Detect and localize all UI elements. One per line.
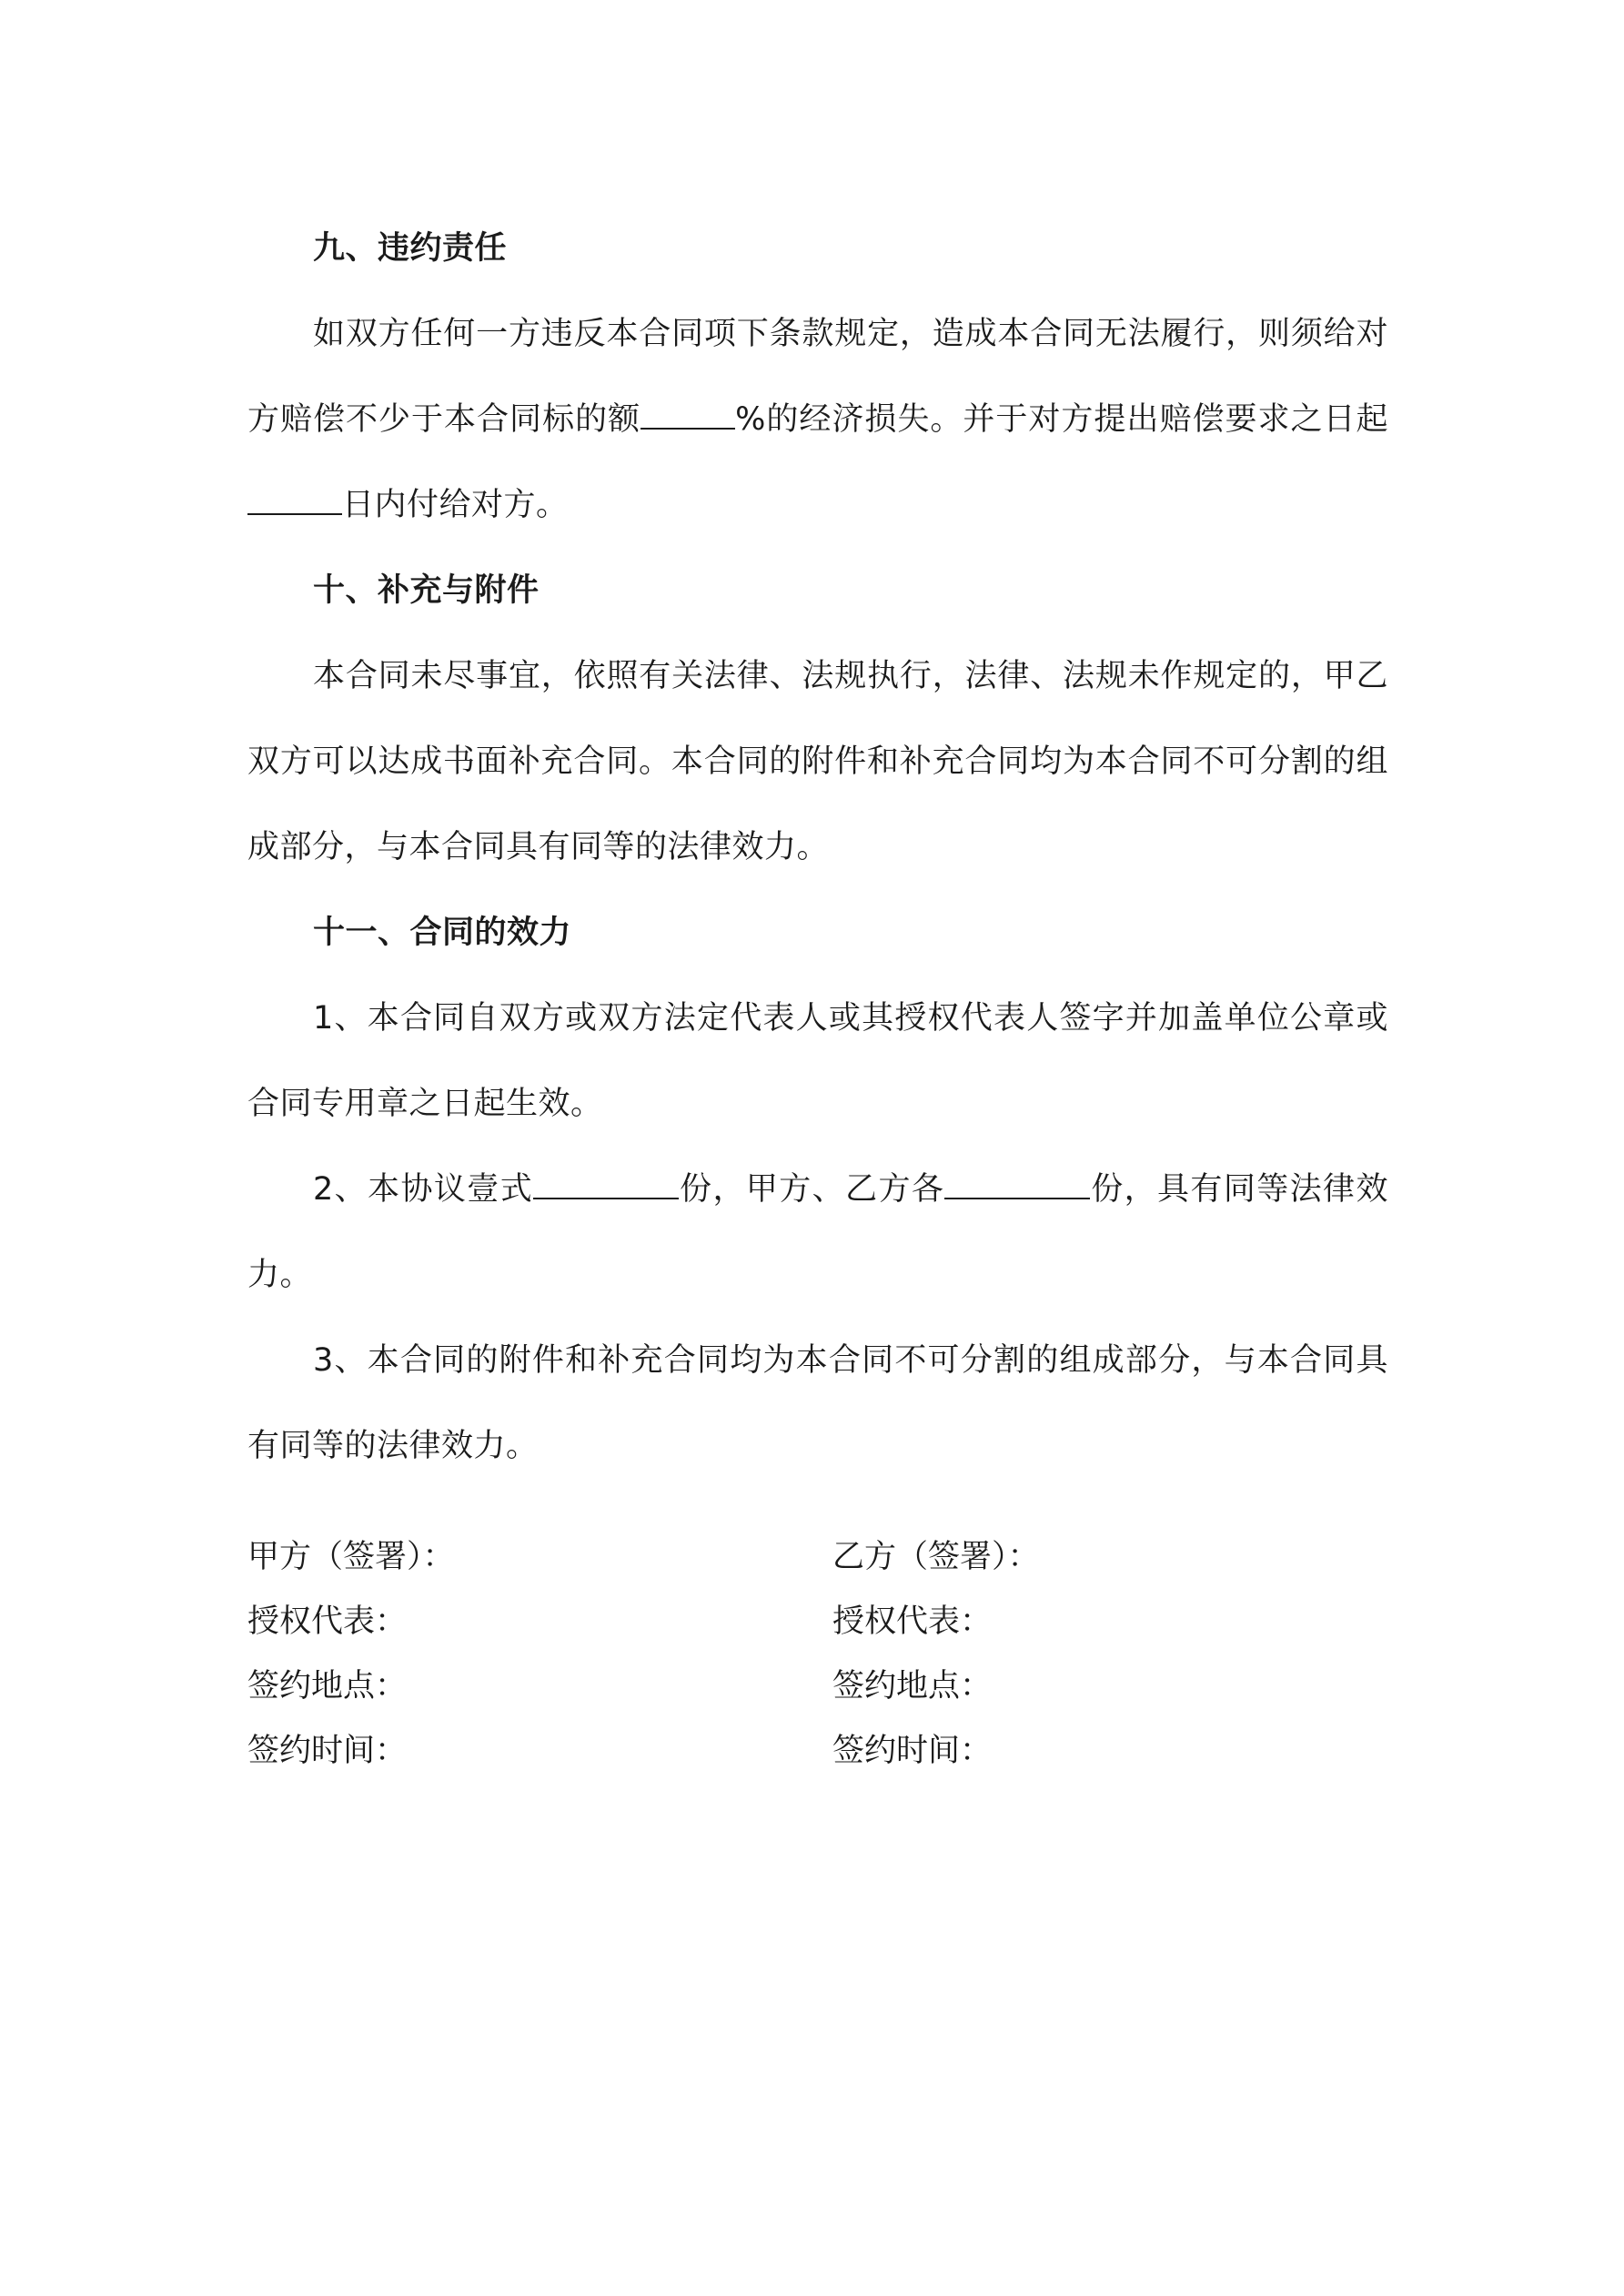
- clause-2-line-1: [247, 1147, 1388, 1232]
- clause-2-line-1b: 份，甲方、乙方各: [679, 1171, 945, 1208]
- party-a-sign-label: 甲方（签署）：: [247, 1539, 455, 1575]
- section-9-text-line-2b: %的经济损失。并于对方提出赔偿要求之日起: [735, 401, 1388, 438]
- party-b-time-label: 签约时间：: [832, 1733, 993, 1769]
- section-10-text-line-1: 本合同未尽事宜，依照有关法律、法规执行，法律、法规未作规定的，甲乙: [313, 658, 1388, 694]
- signature-row-time: [247, 1719, 1388, 1784]
- signature-row-place: [247, 1654, 1388, 1719]
- section-10-title: 十、补充与附件: [313, 572, 540, 609]
- section-9-text-line-3-text: 日内付给对方。: [342, 487, 569, 523]
- section-9-text-line-1: 如双方任何一方违反本合同项下条款规定，造成本合同无法履行，则须给对: [313, 316, 1388, 352]
- signature-row-rep: [247, 1590, 1388, 1654]
- clause-1-line-1: 1、本合同自双方或双方法定代表人或其授权代表人签字并加盖单位公章或: [313, 1000, 1388, 1037]
- party-b-sign-label: 乙方（签署）：: [832, 1539, 1040, 1575]
- contract-page: [247, 206, 1388, 1489]
- signature-row-sign: [247, 1525, 1388, 1590]
- clause-2-line-1c: 份，具有同等法律效: [1090, 1171, 1388, 1208]
- party-b-place-label: 签约地点：: [832, 1668, 993, 1704]
- party-a-time-label: 签约时间：: [247, 1733, 408, 1769]
- days-blank: [247, 486, 342, 515]
- clause-2-line-1a: 2、本协议壹式: [313, 1171, 534, 1208]
- copies-each-blank: [944, 1170, 1090, 1199]
- section-9-text-line-2: [247, 377, 1388, 462]
- section-11-title: 十一、合同的效力: [313, 915, 572, 951]
- section-9-title: 九、违约责任: [313, 230, 508, 267]
- clause-2-line-2: 力。: [247, 1257, 313, 1293]
- signature-block: [247, 1525, 1388, 1784]
- party-a-place-label: 签约地点：: [247, 1668, 408, 1704]
- party-b-rep-label: 授权代表：: [832, 1603, 993, 1640]
- section-9-text-line-3: [247, 462, 1388, 548]
- clause-3-line-2: 有同等的法律效力。: [247, 1428, 539, 1464]
- party-a-rep-label: 授权代表：: [247, 1603, 408, 1640]
- section-10-text-line-2: 双方可以达成书面补充合同。本合同的附件和补充合同均为本合同不可分割的组: [247, 743, 1388, 780]
- section-9-text-line-2a: 方赔偿不少于本合同标的额: [247, 401, 641, 438]
- percent-blank: [641, 400, 735, 430]
- section-10-text-line-3: 成部分，与本合同具有同等的法律效力。: [247, 829, 830, 865]
- clause-1-line-2: 合同专用章之日起生效。: [247, 1086, 603, 1122]
- clause-3-line-1: 3、本合同的附件和补充合同均为本合同不可分割的组成部分，与本合同具: [313, 1342, 1388, 1379]
- copies-total-blank: [533, 1170, 679, 1199]
